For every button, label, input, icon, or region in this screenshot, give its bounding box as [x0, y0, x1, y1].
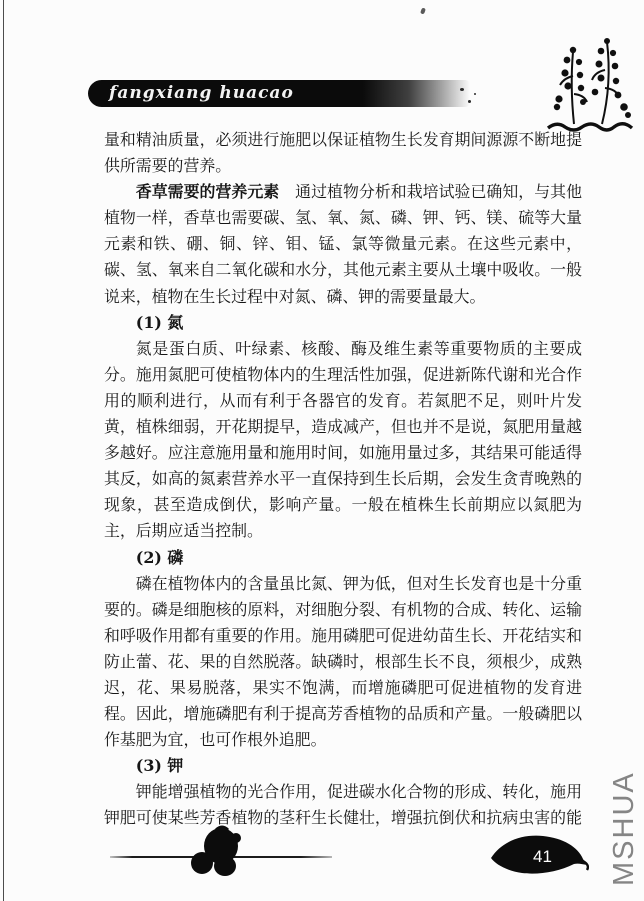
text-line: 元素和铁、硼、铜、锌、钼、锰、氯等微量元素。在这些元素中，	[104, 234, 582, 254]
text-line: 黄，植株细弱，开花期提早，造成减产，但也并不是说，氮肥用量越	[104, 417, 582, 437]
chapter-banner	[88, 80, 470, 107]
text-line: 碳、氢、氧来自二氧化碳和水分，其他元素主要从土壤中吸收。一般	[104, 260, 582, 280]
text-line: 供所需要的营养。	[104, 156, 232, 176]
text-line: 现象，甚至造成倒伏，影响产量。一般在植株生长前期应以氮肥为	[104, 495, 582, 515]
text-line: 其反，如高的氮素营养水平一直保持到生长后期，会发生贪青晚熟的	[104, 469, 582, 489]
text-block	[104, 127, 582, 832]
berry-ornament-icon	[186, 824, 248, 878]
text-line: 香草需要的营养元素 通过植物分析和栽培试验已确知，与其他	[135, 182, 582, 202]
text-line: 程。因此，增施磷肥有利于提高芳香植物的品质和产量。一般磷肥以	[104, 704, 582, 724]
text-line: 作基肥为宜，也可作根外追肥。	[104, 730, 327, 750]
watermark-text: MSHUA	[608, 771, 640, 886]
text-line: 植物一样，香草也需要碳、氢、氧、氮、磷、钾、钙、镁、硫等大量	[104, 208, 582, 228]
text-line: 用的顺利进行，从而有利于各器官的发育。若氮肥不足，则叶片发	[104, 390, 582, 410]
leaf-page-number-icon	[489, 832, 589, 878]
scan-speck	[420, 7, 426, 14]
scan-edge-line	[3, 0, 4, 901]
section-heading: (1) 氮	[135, 312, 184, 332]
text-line: 迟，花、果易脱落，果实不饱满，而增施磷肥可促进植物的发育进	[104, 677, 582, 697]
herb-plant-icon	[545, 36, 635, 136]
text-line: 主，后期应适当控制。	[104, 521, 263, 541]
text-line: 氮是蛋白质、叶绿素、核酸、酶及维生素等重要物质的主要成	[135, 338, 582, 358]
text-line: 量和精油质量，必须进行施肥以保证植物生长发育期间源源不断地提	[104, 130, 582, 149]
section-heading: (2) 磷	[135, 547, 184, 567]
text-line: 说来，植物在生长过程中对氮、磷、钾的需要量最大。	[104, 286, 486, 306]
text-line: 防止蕾、花、果的自然脱落。缺磷时，根部生长不良，须根少，成熟	[104, 651, 582, 671]
chapter-banner-title: fangxiang huacao	[109, 83, 294, 103]
section-heading: (3) 钾	[135, 756, 184, 776]
page-number: 41	[533, 847, 552, 866]
text-line: 多越好。应注意施用量和施用时间，如施用量过多，其结果可能适得	[104, 443, 582, 463]
text-line: 钾肥可使某些芳香植物的茎秆生长健壮，增强抗倒伏和抗病虫害的能	[104, 808, 582, 828]
text-line: 磷在植物体内的含量虽比氮、钾为低，但对生长发育也是十分重	[135, 573, 582, 593]
text-line: 和呼吸作用都有重要的作用。施用磷肥可促进幼苗生长、开花结实和	[104, 625, 582, 645]
text-line: 分。施用氮肥可使植物体内的生理活性加强，促进新陈代谢和光合作	[104, 364, 582, 384]
text-line: 钾能增强植物的光合作用，促进碳水化合物的形成、转化，施用	[135, 782, 582, 802]
text-line: 要的。磷是细胞核的原料，对细胞分裂、有机物的合成、转化、运输	[104, 599, 582, 619]
